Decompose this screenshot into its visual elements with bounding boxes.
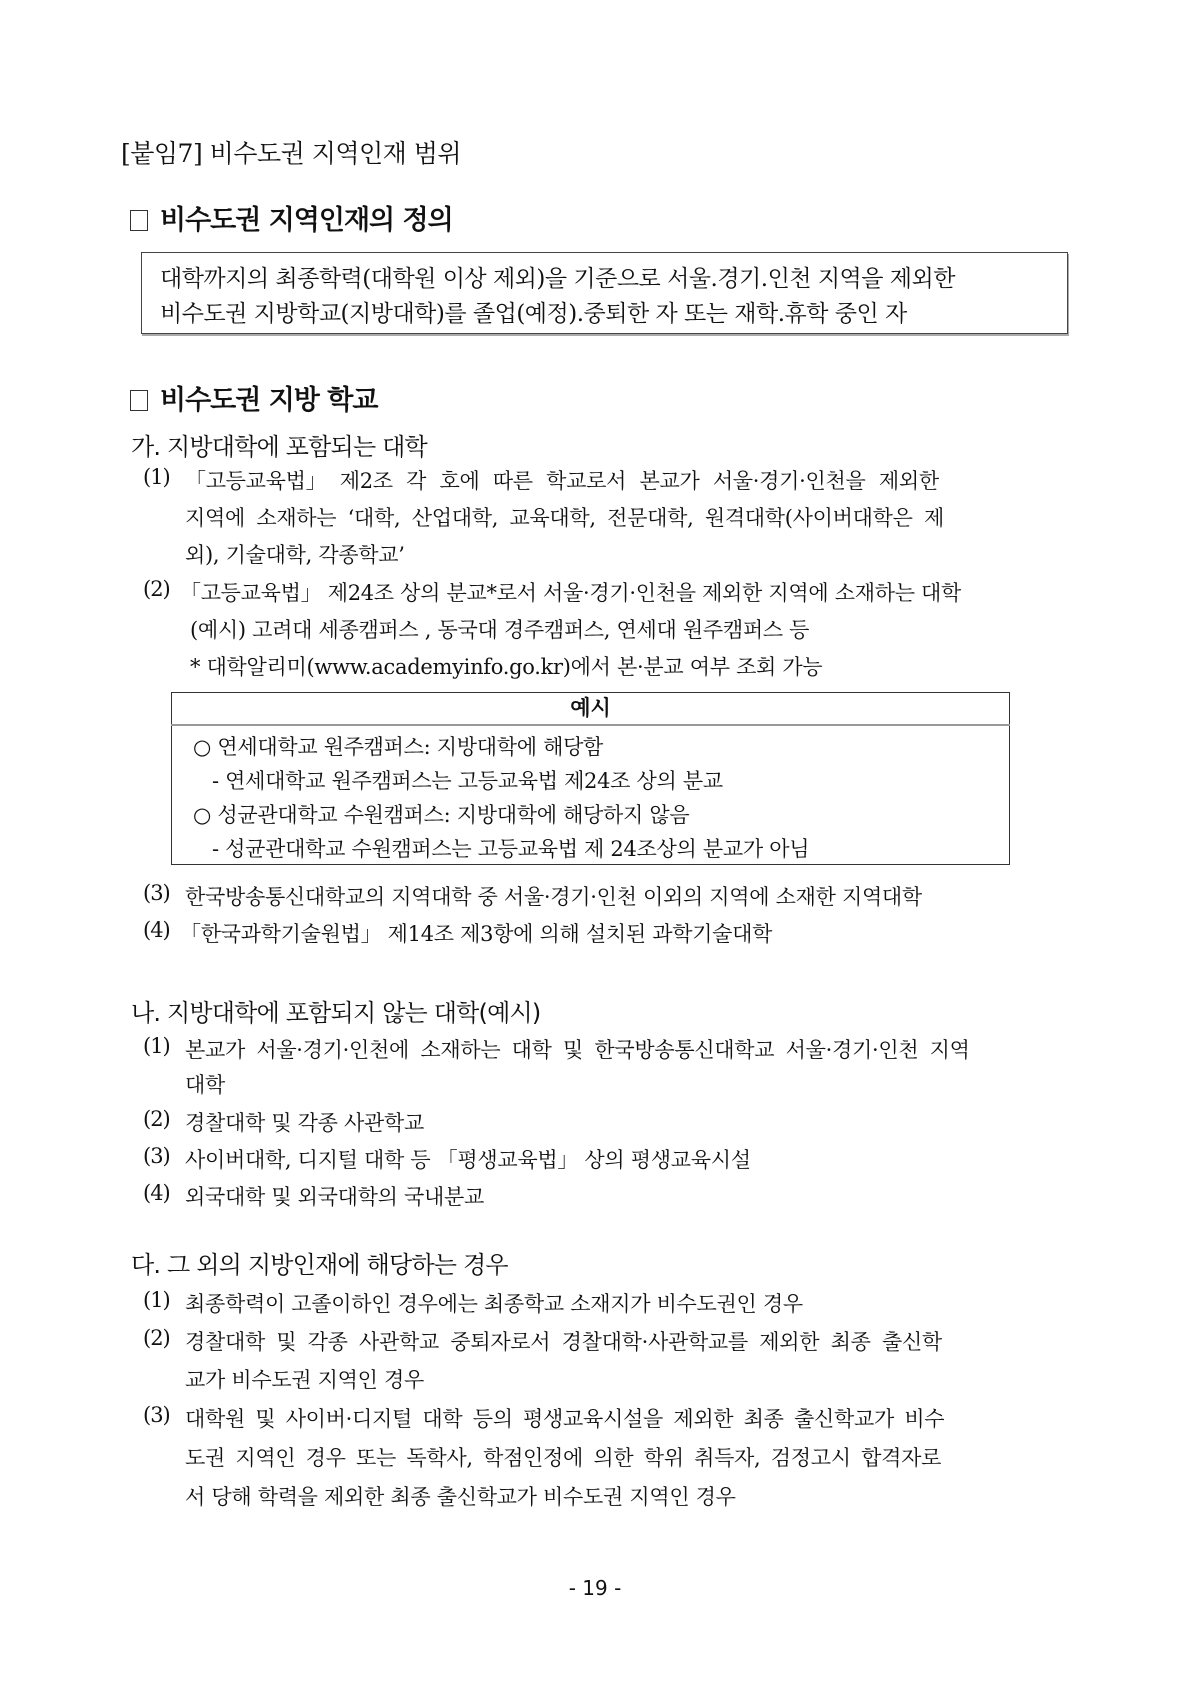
list-item-line: 「한국과학기술원법」 제14조 제3항에 의해 설치된 과학기술대학 <box>180 922 773 946</box>
section-heading-text: 비수도권 지역인재의 정의 <box>160 205 453 236</box>
section-heading-local-schools <box>130 378 377 417</box>
section-heading-definition <box>130 198 453 237</box>
example-line: ○ 연세대학교 원주캠퍼스: 지방대학에 해당함 <box>193 735 604 759</box>
list-item-line: (예시) 고려대 세종캠퍼스 , 동국대 경주캠퍼스, 연세대 원주캠퍼스 등 <box>190 618 810 642</box>
item-number: (1) <box>143 465 170 489</box>
list-item-line: 도권 지역인 경우 또는 독학사, 학점인정에 의한 학위 취득자, 검정고시 합격자로 <box>185 1446 942 1470</box>
item-number: (4) <box>143 1181 170 1205</box>
list-item-line: 대학원 및 사이버·디지털 대학 등의 평생교육시설을 제외한 최종 출신학교가 비수 <box>185 1407 945 1431</box>
item-number: (3) <box>143 881 170 905</box>
definition-line: 대학까지의 최종학력(대학원 이상 제외)을 기준으로 서울.경기.인천 지역을 제외한 <box>160 266 955 292</box>
subsection-heading-ga: 가. 지방대학에 포함되는 대학 <box>131 433 427 461</box>
item-number: (1) <box>143 1034 170 1058</box>
list-item-line: 교가 비수도권 지역인 경우 <box>185 1368 424 1392</box>
list-item-line: 외국대학 및 외국대학의 국내분교 <box>185 1185 484 1209</box>
list-item-line: 경찰대학 및 각종 사관학교 중퇴자로서 경찰대학·사관학교를 제외한 최종 출신학 <box>185 1330 942 1354</box>
list-item-line: 대학 <box>185 1073 225 1097</box>
definition-line: 비수도권 지방학교(지방대학)를 졸업(예정).중퇴한 자 또는 재학.휴학 중인 자 <box>160 301 907 327</box>
item-number: (1) <box>143 1288 170 1312</box>
list-item-line: 「고등교육법」 제2조 각 호에 따른 학교로서 본교가 서울·경기·인천을 제외한 <box>185 469 939 493</box>
example-line: - 성균관대학교 수원캠퍼스는 고등교육법 제 24조상의 분교가 아님 <box>212 837 810 861</box>
item-number: (2) <box>143 577 170 601</box>
example-line: ○ 성균관대학교 수원캠퍼스: 지방대학에 해당하지 않음 <box>193 803 690 827</box>
list-item-line: 최종학력이 고졸이하인 경우에는 최종학교 소재지가 비수도권인 경우 <box>185 1292 803 1316</box>
footnote-line: * 대학알리미(www.academyinfo.go.kr)에서 본·분교 여부 조회 가능 <box>190 655 823 679</box>
example-line: - 연세대학교 원주캠퍼스는 고등교육법 제24조 상의 분교 <box>212 769 723 793</box>
item-number: (3) <box>143 1144 170 1168</box>
checkbox-square-icon <box>130 210 148 231</box>
page-number: - 19 - <box>568 1576 622 1600</box>
item-number: (2) <box>143 1107 170 1131</box>
item-number: (2) <box>143 1326 170 1350</box>
attachment-title: [붙임7] 비수도권 지역인재 범위 <box>121 139 462 168</box>
list-item-line: 지역에 소재하는 ‘대학, 산업대학, 교육대학, 전문대학, 원격대학(사이버대학은 제 <box>185 506 944 530</box>
list-item-line: 본교가 서울·경기·인천에 소재하는 대학 및 한국방송통신대학교 서울·경기·인천 지역 <box>185 1038 970 1062</box>
subsection-heading-na: 나. 지방대학에 포함되지 않는 대학(예시) <box>131 999 541 1027</box>
list-item-line: 외), 기술대학, 각종학교’ <box>185 543 405 567</box>
list-item-line: 한국방송통신대학교의 지역대학 중 서울·경기·인천 이외의 지역에 소재한 지역대학 <box>185 885 922 909</box>
checkbox-square-icon <box>130 390 148 411</box>
example-box-header: 예시 <box>171 692 1010 726</box>
subsection-heading-da: 다. 그 외의 지방인재에 해당하는 경우 <box>131 1251 508 1279</box>
item-number: (4) <box>143 918 170 942</box>
list-item-line: 서 당해 학력을 제외한 최종 출신학교가 비수도권 지역인 경우 <box>185 1485 736 1509</box>
item-number: (3) <box>143 1403 170 1427</box>
list-item-line: 「고등교육법」 제24조 상의 분교*로서 서울·경기·인천을 제외한 지역에 소재하는 대학 <box>180 581 962 605</box>
list-item-line: 경찰대학 및 각종 사관학교 <box>185 1111 424 1135</box>
section-heading-text: 비수도권 지방 학교 <box>160 385 378 416</box>
list-item-line: 사이버대학, 디지털 대학 등 「평생교육법」 상의 평생교육시설 <box>185 1148 751 1172</box>
